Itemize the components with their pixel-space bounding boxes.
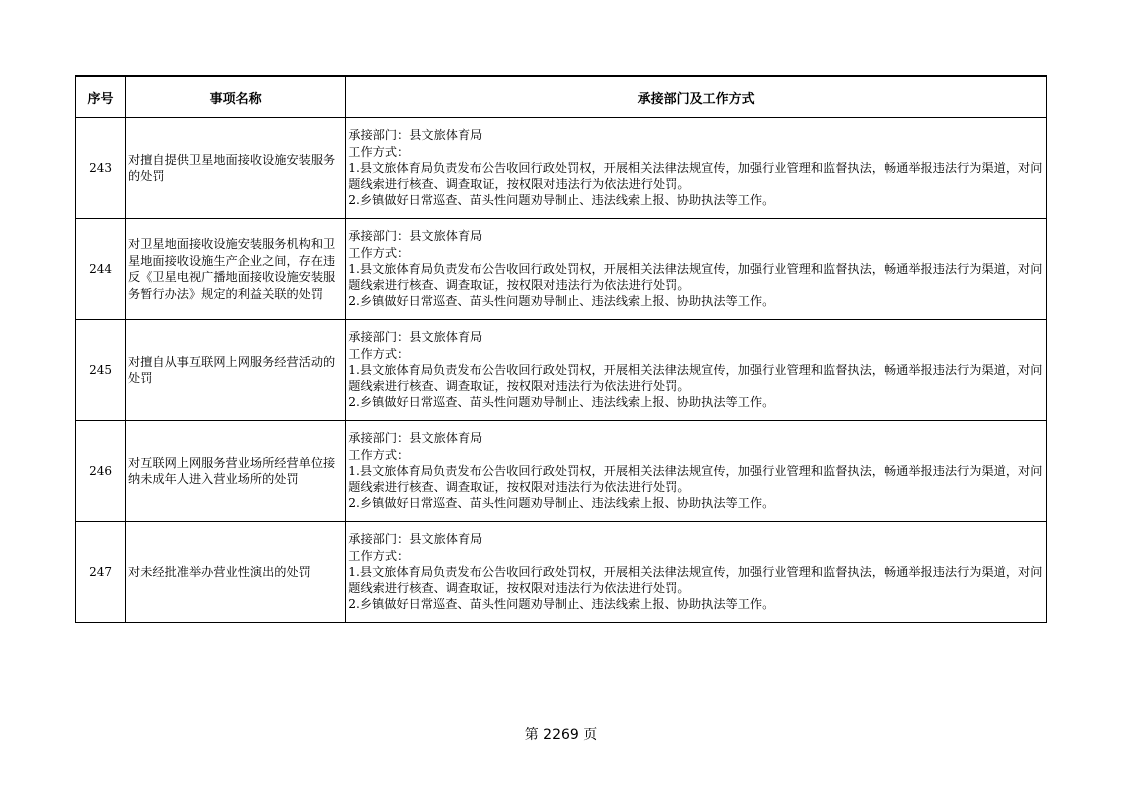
- row-no: 247: [76, 522, 126, 623]
- method-item-2: 2.乡镇做好日常巡查、苗头性问题劝导制止、违法线索上报、协助执法等工作。: [348, 193, 775, 208]
- method-item-1: 1.县文旅体育局负责发布公告收回行政处罚权，开展相关法律法规宣传，加强行业管理和监督执法，畅通举报违法行为渠道，对问题线索进行核查、调查取证，按权限对违法行为依法进行处罚。: [348, 463, 1043, 495]
- header-no: 序号: [76, 76, 126, 118]
- method-item-1: 1.县文旅体育局负责发布公告收回行政处罚权，开展相关法律法规宣传，加强行业管理和监督执法，畅通举报违法行为渠道，对问题线索进行核查、调查取证，按权限对违法行为依法进行处罚。: [348, 160, 1043, 192]
- row-no: 245: [76, 320, 126, 421]
- row-dept: [346, 219, 1047, 320]
- row-no: 243: [76, 118, 126, 219]
- method-item-2: 2.乡镇做好日常巡查、苗头性问题劝导制止、违法线索上报、协助执法等工作。: [348, 395, 775, 410]
- method-label: 工作方式：: [348, 447, 410, 462]
- row-name: 对未经批准举办营业性演出的处罚: [126, 522, 346, 623]
- row-dept: [346, 118, 1047, 219]
- matters-table: [75, 75, 1047, 623]
- row-no: 246: [76, 421, 126, 522]
- method-label: 工作方式：: [348, 346, 410, 361]
- row-dept: [346, 421, 1047, 522]
- table-row: [76, 522, 1047, 623]
- table-header-row: [76, 76, 1047, 118]
- table-row: [76, 320, 1047, 421]
- method-item-1: 1.县文旅体育局负责发布公告收回行政处罚权，开展相关法律法规宣传，加强行业管理和监督执法，畅通举报违法行为渠道，对问题线索进行核查、调查取证，按权限对违法行为依法进行处罚。: [348, 564, 1043, 596]
- row-name: 对擅自提供卫星地面接收设施安装服务的处罚: [126, 118, 346, 219]
- method-label: 工作方式：: [348, 548, 410, 563]
- row-name: 对卫星地面接收设施安装服务机构和卫星地面接收设施生产企业之间，存在违反《卫星电视广播地面接收设施安装服务暂行办法》规定的利益关联的处罚: [126, 219, 346, 320]
- method-item-1: 1.县文旅体育局负责发布公告收回行政处罚权，开展相关法律法规宣传，加强行业管理和监督执法，畅通举报违法行为渠道，对问题线索进行核查、调查取证，按权限对违法行为依法进行处罚。: [348, 261, 1043, 293]
- method-label: 工作方式：: [348, 245, 410, 260]
- header-dept: 承接部门及工作方式: [346, 76, 1047, 118]
- dept-line: 承接部门：县文旅体育局: [348, 229, 483, 244]
- method-item-2: 2.乡镇做好日常巡查、苗头性问题劝导制止、违法线索上报、协助执法等工作。: [348, 597, 775, 612]
- table-row: [76, 421, 1047, 522]
- row-no: 244: [76, 219, 126, 320]
- method-item-1: 1.县文旅体育局负责发布公告收回行政处罚权，开展相关法律法规宣传，加强行业管理和监督执法，畅通举报违法行为渠道，对问题线索进行核查、调查取证，按权限对违法行为依法进行处罚。: [348, 362, 1043, 394]
- dept-line: 承接部门：县文旅体育局: [348, 128, 483, 143]
- table-row: [76, 219, 1047, 320]
- method-item-2: 2.乡镇做好日常巡查、苗头性问题劝导制止、违法线索上报、协助执法等工作。: [348, 496, 775, 511]
- table-row: [76, 118, 1047, 219]
- row-name: 对互联网上网服务营业场所经营单位接纳未成年人进入营业场所的处罚: [126, 421, 346, 522]
- page-number: 第 2269 页: [524, 727, 598, 743]
- dept-line: 承接部门：县文旅体育局: [348, 330, 483, 345]
- row-dept: [346, 320, 1047, 421]
- dept-line: 承接部门：县文旅体育局: [348, 532, 483, 547]
- row-dept: [346, 522, 1047, 623]
- method-label: 工作方式：: [348, 144, 410, 159]
- dept-line: 承接部门：县文旅体育局: [348, 431, 483, 446]
- method-item-2: 2.乡镇做好日常巡查、苗头性问题劝导制止、违法线索上报、协助执法等工作。: [348, 294, 775, 309]
- row-name: 对擅自从事互联网上网服务经营活动的处罚: [126, 320, 346, 421]
- header-name: 事项名称: [126, 76, 346, 118]
